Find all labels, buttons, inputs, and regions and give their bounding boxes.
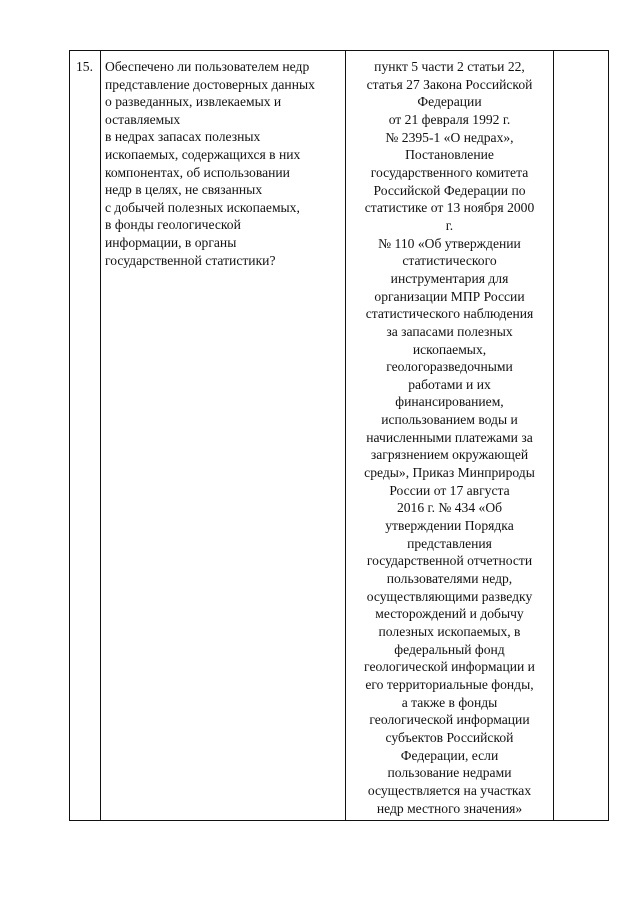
reference-line: использованием воды и	[381, 412, 518, 428]
reference-line: статистического наблюдения	[365, 306, 534, 322]
checklist-table	[69, 50, 609, 821]
reference-line: ископаемых,	[412, 341, 487, 357]
reference-cell	[346, 51, 554, 821]
reference-line: федеральный фонд	[394, 641, 505, 657]
reference-line: России от 17 августа	[389, 482, 510, 498]
reference-line: пункт 5 части 2 статьи 22,	[374, 59, 525, 74]
reference-line: № 2395-1 «О недрах»,	[385, 129, 514, 145]
reference-line: полезных ископаемых, в	[378, 624, 521, 639]
question-line: государственной статистики?	[105, 252, 276, 268]
answer-cell	[554, 51, 609, 821]
reference-line: геологической информации и	[364, 659, 535, 675]
question-line: недр в целях, не связанных	[105, 182, 263, 198]
question-cell	[101, 51, 346, 821]
reference-line: статья 27 Закона Российской	[366, 76, 533, 92]
reference-line: статистического	[402, 253, 497, 269]
question-line: представление достоверных данных	[105, 76, 315, 92]
question-line: в недрах запасах полезных	[105, 129, 261, 145]
reference-line: № 110 «Об утверждении	[378, 235, 521, 251]
row-number: 15.	[76, 59, 93, 74]
question-line: о разведанных, извлекаемых и	[105, 94, 282, 110]
reference-line: государственной отчетности	[366, 553, 533, 569]
question-line: оставляемых	[105, 111, 181, 127]
reference-line: инструментария для	[390, 270, 509, 286]
row-number-cell	[70, 51, 101, 821]
reference-line: 2016 г. № 434 «Об	[396, 500, 503, 516]
reference-line: статистике от 13 ноября 2000	[364, 200, 535, 216]
reference-line: а также в фонды	[401, 694, 498, 710]
reference-line: геологоразведочными	[386, 359, 513, 375]
reference-line: представления	[407, 535, 492, 551]
table-row	[70, 51, 609, 821]
reference-line: недр местного значения»	[376, 800, 523, 816]
reference-line: его территориальные фонды,	[365, 676, 534, 692]
reference-line: г.	[445, 217, 454, 233]
reference-line: пользователями недр,	[386, 571, 513, 587]
reference-line: финансированием,	[395, 394, 504, 410]
reference-line: пользование недрами	[387, 765, 512, 781]
reference-line: осуществляющими разведку	[366, 588, 533, 604]
reference-line: Постановление	[405, 147, 494, 163]
reference-line: Федерации	[417, 94, 482, 110]
reference-line: Российской Федерации по	[373, 182, 526, 198]
reference-line: месторождений и добычу	[375, 606, 524, 622]
legal-reference-text	[346, 51, 553, 817]
reference-line: утверждении Порядка	[385, 518, 514, 534]
question-line: компонентах, об использовании	[105, 164, 290, 180]
reference-line: загрязнением окружающей	[370, 447, 529, 463]
question-line: в фонды геологической	[105, 217, 241, 233]
question-line: информации, в органы	[105, 234, 237, 250]
reference-line: начисленными платежами за	[366, 429, 533, 445]
question-text	[101, 51, 345, 269]
question-line: Обеспечено ли пользователем недр	[105, 59, 310, 74]
reference-line: субъектов Российской	[385, 729, 514, 745]
reference-line: от 21 февраля 1992 г.	[388, 111, 511, 127]
reference-line: организации МПР России	[374, 288, 525, 304]
question-line: ископаемых, содержащихся в них	[105, 146, 301, 162]
reference-line: работами и их	[408, 376, 491, 392]
reference-line: Федерации, если	[400, 747, 499, 763]
reference-line: геологической информации	[369, 712, 530, 728]
reference-line: осуществляется на участках	[367, 782, 532, 798]
reference-line: среды», Приказ Минприроды	[364, 465, 535, 481]
question-line: с добычей полезных ископаемых,	[105, 199, 300, 215]
reference-line: государственного комитета	[370, 164, 529, 180]
reference-line: за запасами полезных	[386, 323, 513, 339]
